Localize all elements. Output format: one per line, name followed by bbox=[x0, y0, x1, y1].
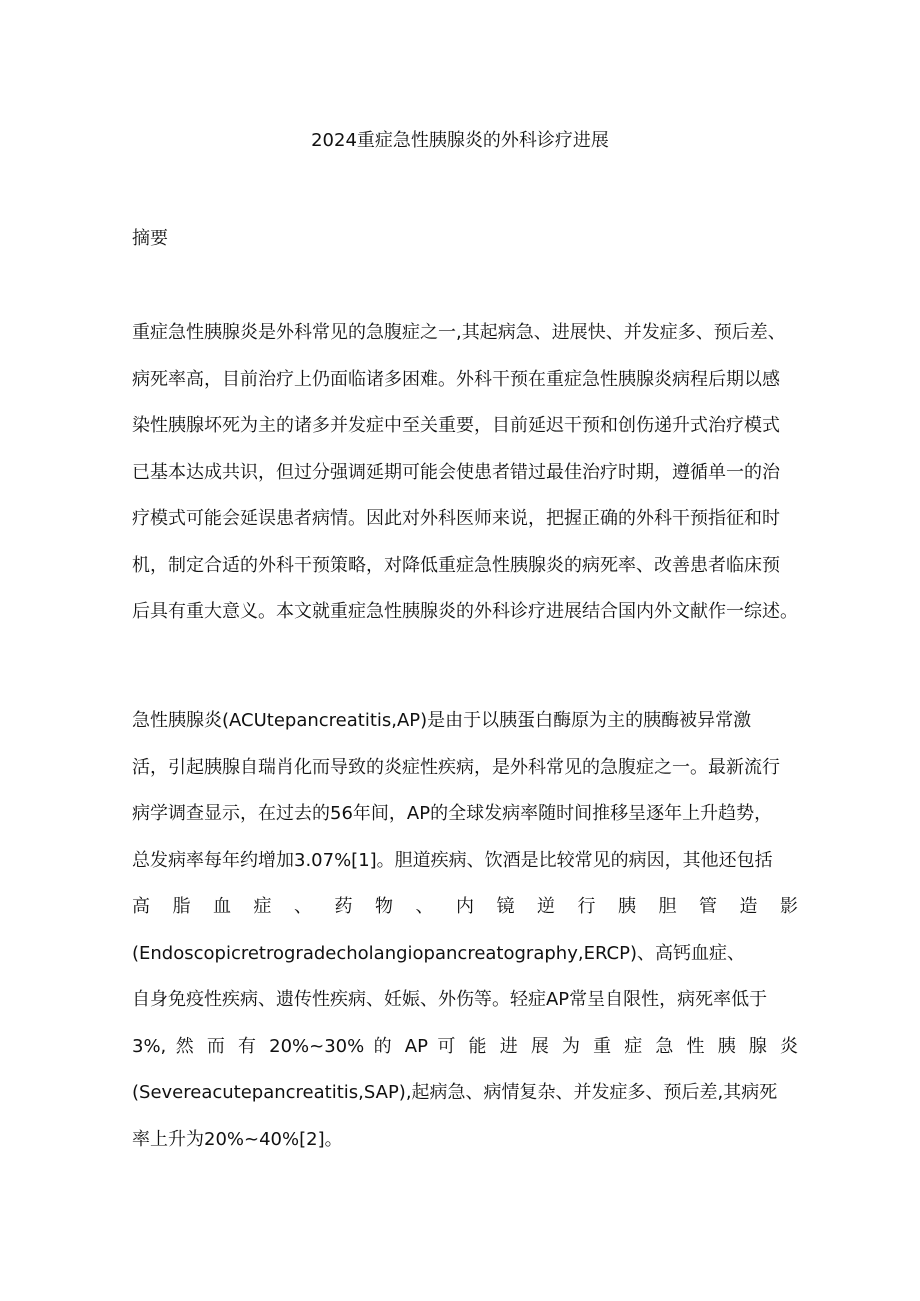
paragraph-line: 疗模式可能会延误患者病情。因此对外科医师来说，把握正确的外科干预指征和时 bbox=[132, 508, 780, 529]
paragraph-line: 急性胰腺炎(ACUtepancreatitis,AP)是由于以胰蛋白酶原为主的胰酶被异常激 bbox=[132, 710, 752, 731]
paragraph-line: 总发病率每年约增加3.07%[1]。胆道疾病、饮酒是比较常见的病因，其他还包括 bbox=[132, 849, 773, 871]
paragraph-line: 病死率高，目前治疗上仍面临诸多困难。外科干预在重症急性胰腺炎病程后期以感 bbox=[132, 368, 780, 390]
paragraph-line: 自身免疫性疾病、遗传性疾病、妊娠、外伤等。轻症AP常呈自限性，病死率低于 bbox=[132, 989, 768, 1010]
document-title: 2024重症急性胰腺炎的外科诊疗进展 bbox=[311, 130, 609, 151]
paragraph-line: 机，制定合适的外科干预策略，对降低重症急性胰腺炎的病死率、改善患者临床预 bbox=[132, 554, 780, 576]
paragraph-line: 病学调查显示，在过去的56年间，AP的全球发病率随时间推移呈逐年上升趋势， bbox=[132, 803, 773, 824]
abstract-heading: 摘要 bbox=[132, 228, 168, 249]
paragraph-line: 率上升为20%~40%[2]。 bbox=[132, 1128, 343, 1150]
intro-paragraph bbox=[132, 708, 798, 1173]
paragraph-line: (Endoscopicretrogradecholangiopancreatography,ERCP)、高钙血症、 bbox=[132, 942, 745, 964]
paragraph-line: 活，引起胰腺自瑞肖化而导致的炎症性疾病，是外科常见的急腹症之一。最新流行 bbox=[132, 756, 780, 778]
abstract-paragraph bbox=[132, 320, 798, 646]
paragraph-line: 3%, 然 而 有 20%~30% 的 AP 可 能 进 展 为 重 症 急 性 胰 腺 炎 bbox=[132, 1035, 798, 1057]
paragraph-line: (Severeacutepancreatitis,SAP),起病急、病情复杂、并发症多、预后差,其病死 bbox=[132, 1082, 778, 1103]
paragraph-line: 已基本达成共识，但过分强调延期可能会使患者错过最佳治疗时期，遵循单一的治 bbox=[132, 461, 780, 483]
paragraph-line: 后具有重大意义。本文就重症急性胰腺炎的外科诊疗进展结合国内外文献作一综述。 bbox=[132, 601, 798, 622]
paragraph-line: 染性胰腺坏死为主的诸多并发症中至关重要，目前延迟干预和创伤递升式治疗模式 bbox=[132, 415, 780, 436]
paragraph-line: 重症急性胰腺炎是外科常见的急腹症之一,其起病急、进展快、并发症多、预后差、 bbox=[132, 322, 786, 343]
paragraph-line: 高 脂 血 症 、 药 物 、 内 镜 逆 行 胰 胆 管 造 影 bbox=[132, 896, 798, 917]
